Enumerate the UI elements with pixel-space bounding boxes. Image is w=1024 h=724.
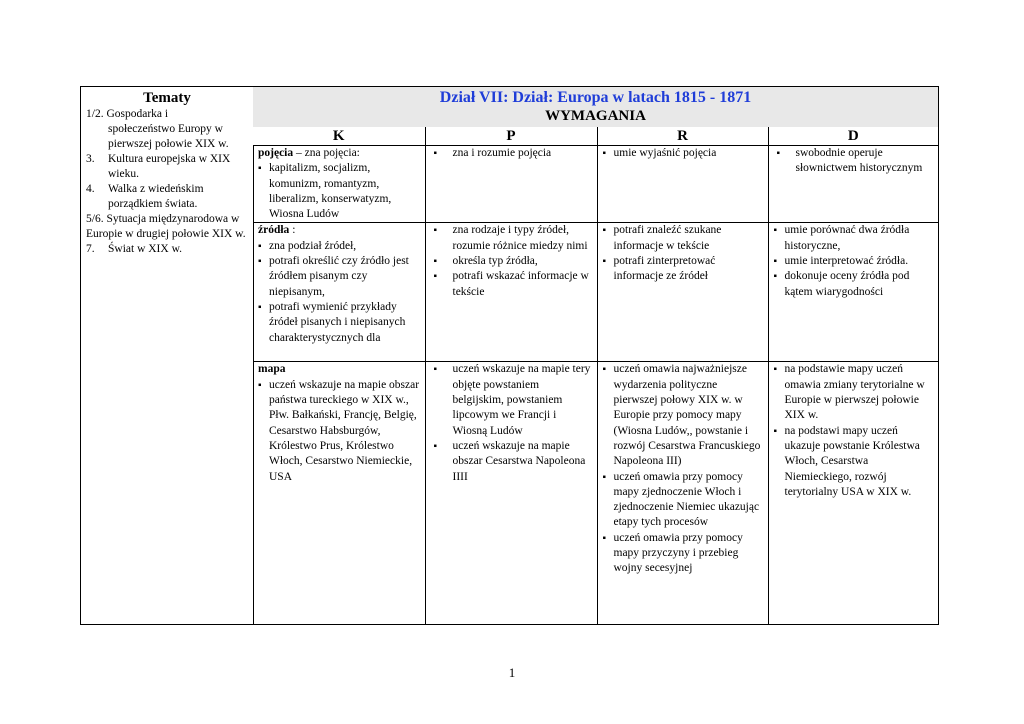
cell-heading: pojęcia [258,147,294,159]
cell-heading: źródła [258,224,290,237]
topic-text: społeczeństwo Europy w pierwszej połowie XIX w. [108,123,229,150]
topic-item [86,182,249,212]
list-item: ▪ uczeń omawia przy pomocy mapy przyczyny i przebieg wojny secesyjnej [603,531,764,577]
list-item: ▪ potrafi zinterpretować informacje ze źródeł [603,254,764,285]
requirements-title: WYMAGANIA [545,108,646,124]
topic-text: Sytuacja międzynarodowa w Europie w drugiej połowie XIX w. [86,213,246,240]
cell-d [768,223,938,362]
cell-p [425,223,597,362]
list-item: ▪ uczeń wskazuje na mapie obszar państwa tureckiego w XIX w., Płw. Bałkański, Francję, Belgię, Cesarstwo Habsburgów, Królestwo Prus, Królestwo Włoch, Cesarstwo Niemieckie, USA [258,378,421,485]
topic-number: 5/6. [86,213,104,225]
topics-title: Tematy [143,90,191,106]
section-header [253,87,938,128]
level-d-header: D [768,127,938,146]
list-item: ▪ uczeń omawia najważniejsze wydarzenia polityczne pierwszej połowy XIX w. w Europie przy pomocy mapy (Wiosna Ludów,, powstanie i rozwój Cesarstwa Francuskiego Napoleona III) [603,362,764,469]
list-item: ▪ zna podział źródeł, [258,239,421,254]
list-item: ▪ potrafi znaleźć szukane informacje w tekście [603,223,764,254]
topics-column [81,87,254,624]
list-item: ▪ na podstawi mapy uczeń ukazuje powstanie Królestwa Włoch, Cesarstwa Niemieckiego, rozwój terytorialny USA w XIX w. [774,424,935,500]
cell-heading: mapa [258,363,286,376]
cell-r [597,223,768,362]
requirements-table [80,86,939,625]
cell-p [425,362,597,624]
cell-k [253,362,425,624]
list-item: ▪ potrafi wymienić przykłady źródeł pisanych i niepisanych charakterystycznych dla [258,300,421,346]
cell-d [768,146,938,223]
requirements-grid [253,127,938,624]
list-item: ▪ określa typ źródła, [431,254,593,269]
list-item: ▪ umie porównać dwa źródła historyczne, [774,223,935,254]
topic-item [86,152,249,182]
topics-list [81,107,253,257]
page-number: 1 [508,665,516,680]
list-item: ▪ dokonuje oceny źródła pod kątem wiarygodności [774,269,935,300]
level-p-header: P [425,127,597,146]
list-item: ▪ umie interpretować źródła. [774,254,935,269]
cell-p [425,146,597,223]
cell-heading-rest: : [289,224,296,237]
topic-number: 7. [86,243,95,255]
topic-number: 3. [86,153,95,165]
topic-text: Świat w XIX w. [108,243,182,255]
list-item: ▪ uczeń omawia przy pomocy mapy zjednoczenie Włoch i zjednoczenie Niemiec ukazując etapy tych procesów [603,470,764,531]
list-item: ▪ zna rodzaje i typy źródeł, rozumie różnice miedzy nimi [431,223,593,254]
list-item: ▪ umie wyjaśnić pojęcia [603,146,764,161]
cell-r [597,362,768,624]
table-row [253,362,938,624]
cell-r [597,146,768,223]
list-item: ▪ potrafi wskazać informacje w tekście [431,269,593,300]
topic-item [86,212,249,242]
topic-number: 4. [86,183,95,195]
topic-item [86,107,249,152]
cell-k [253,146,425,223]
list-item: ▪ swobodnie operuje słownictwem historycznym [774,146,935,177]
list-item: ▪ uczeń wskazuje na mapie tery objęte powstaniem belgijskim, powstaniem lipcowym we Francji i Wiosną Ludów [431,362,593,438]
list-item: ▪ kapitalizm, socjalizm, komunizm, romantyzm, liberalizm, konserwatyzm, Wiosna Ludów [258,161,421,222]
topic-item [86,242,249,257]
topic-text: Walka z wiedeńskim porządkiem świata. [108,183,204,210]
table-row [253,223,938,362]
cell-k [253,223,425,362]
topic-text: Gospodarka i [106,108,169,120]
level-r-header: R [597,127,768,146]
topic-text: Kultura europejska w XIX wieku. [108,153,231,180]
list-item: ▪ uczeń wskazuje na mapie obszar Cesarstwa Napoleona IIII [431,439,593,485]
list-item: ▪ potrafi określić czy źródło jest źródłem pisanym czy niepisanym, [258,254,421,300]
level-header-row [253,127,938,146]
topic-number: 1/2. [86,108,104,120]
cell-d [768,362,938,624]
list-item: ▪ na podstawie mapy uczeń omawia zmiany terytorialne w Europie w pierwszej połowie XIX w. [774,362,935,423]
section-title: Dział VII: Dział: Europa w latach 1815 - 1871 [439,89,752,106]
list-item: ▪ zna i rozumie pojęcia [431,146,593,161]
cell-heading-rest: – zna pojęcia: [293,147,360,159]
level-k-header: K [253,127,425,146]
table-row [253,146,938,223]
